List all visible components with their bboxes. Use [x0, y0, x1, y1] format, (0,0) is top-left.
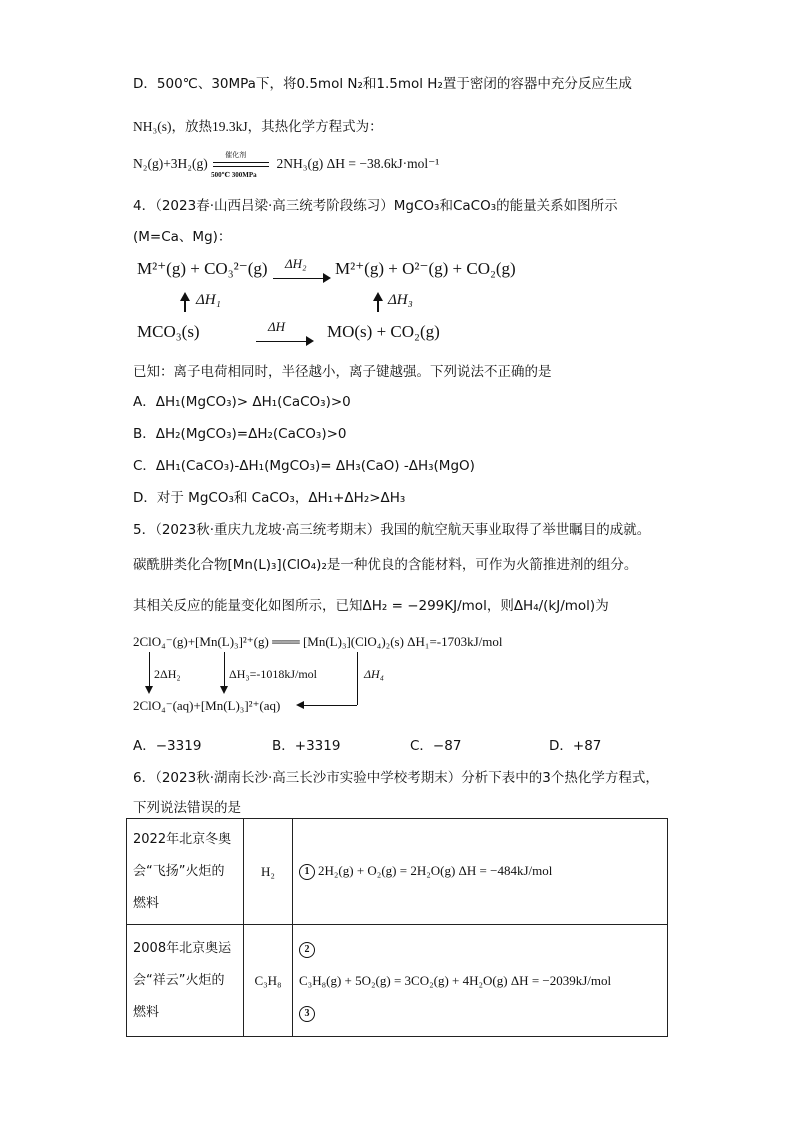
q6-stem1: 6．（2023秋·湖南长沙·高三长沙市实验中学校考期末）分析下表中的3个热化学方程式，: [133, 770, 659, 786]
q4-option-d: D．对于 MgCO₃和 CaCO₃，ΔH₁+ΔH₂>ΔH₃: [133, 490, 406, 506]
q5-left-down-arrow: [149, 652, 150, 688]
q5-option-b: B．+3319: [272, 738, 341, 754]
q4-option-c: C．ΔH₁(CaCO₃)-ΔH₁(MgCO₃)= ΔH₃(CaO) -ΔH₃(MgO): [133, 458, 475, 474]
q5-middle-down-arrow: [224, 652, 225, 688]
q5-right-path-vertical: [357, 652, 358, 705]
q4-left-arrow-label: ΔH₁: [196, 292, 221, 308]
row1-equation: 2H₂(g) + O₂(g) = 2H₂O(g) ΔH = −484kJ/mol: [318, 862, 553, 878]
q5-label-2dh2: 2ΔH₂: [154, 667, 181, 681]
row2-desc: 2008年北京奥运会“祥云”火炬的燃料: [127, 925, 244, 1037]
q4-top-left: M²⁺(g) + CO₃²⁻(g): [137, 259, 268, 278]
circled-number-2: 2: [299, 942, 315, 958]
q4-top-right: M²⁺(g) + O²⁻(g) + CO₂(g): [335, 259, 516, 278]
q4-option-b: B．ΔH₂(MgCO₃)=ΔH₂(CaCO₃)>0: [133, 426, 347, 442]
table-row: [127, 925, 668, 1037]
row2-equation-cell: [293, 925, 668, 1037]
row2-equation: C₃H₈(g) + 5O₂(g) = 3CO₂(g) + 4H₂O(g) ΔH = −2039kJ/mol: [299, 972, 612, 988]
q4-top-arrow: ΔH₂: [273, 266, 331, 285]
q5-stem2: 碳酰肼类化合物[Mn(L)₃](ClO₄)₂是一种优良的含能材料，可作为火箭推进剂的组分。: [133, 557, 638, 573]
q3-option-d-line2: NH₃(s)，放热19.3kJ，其热化学方程式为：: [133, 119, 383, 134]
q4-known: 已知：离子电荷相同时，半径越小，离子键越强。下列说法不正确的是: [133, 364, 552, 380]
eq-left: N₂(g)+3H₂(g): [133, 156, 208, 171]
q5-option-a: A．−3319: [133, 738, 202, 754]
q4-right-arrow-label: ΔH₃: [388, 292, 413, 308]
row1-equation-cell: [293, 819, 668, 925]
q4-bottom-arrow: ΔH: [256, 329, 314, 348]
reversible-arrow: 催化剂 500℃ 300MPa: [211, 158, 273, 172]
q3-option-d-line1: D．500℃、30MPa下，将0.5mol N₂和1.5mol H₂置于密闭的容器中充分反应生成: [133, 76, 632, 92]
q5-stem1: 5．（2023秋·重庆九龙坡·高三统考期末）我国的航空航天事业取得了举世瞩目的成就。: [133, 522, 651, 538]
q5-right-path-horizontal: [304, 705, 357, 706]
q5-stem3: 其相关反应的能量变化如图所示，已知ΔH₂ = −299KJ/mol，则ΔH₄/(kJ/mol)为: [133, 598, 609, 614]
q5-top-equation: 2ClO₄⁻(g)+[Mn(L)₃]²⁺(g) ═══ [Mn(L)₃](ClO₄)₂(s) ΔH₁=-1703kJ/mol: [133, 634, 503, 649]
q5-option-c: C．−87: [410, 738, 462, 754]
q4-option-a: A．ΔH₁(MgCO₃)> ΔH₁(CaCO₃)>0: [133, 394, 351, 410]
q3-equation: [133, 150, 440, 179]
q6-table: [126, 818, 668, 1037]
table-row: [127, 819, 668, 925]
q4-bottom-left: MCO₃(s): [137, 322, 200, 341]
circled-number-3: 3: [299, 1006, 315, 1022]
eq-right: 2NH₃(g) ΔH = −38.6kJ·mol⁻¹: [276, 156, 440, 171]
q4-stem2: (M=Ca、Mg)：: [133, 229, 232, 245]
row2-fuel: C₃H₈: [244, 925, 293, 1037]
q5-label-dh3: ΔH₃=-1018kJ/mol: [229, 667, 318, 681]
row1-desc: 2022年北京冬奥会“飞扬”火炬的燃料: [127, 819, 244, 925]
q6-stem2: 下列说法错误的是: [133, 800, 241, 816]
q5-option-d: D．+87: [549, 738, 602, 754]
q5-bottom-equation: 2ClO₄⁻(aq)+[Mn(L)₃]²⁺(aq): [133, 698, 281, 713]
q4-stem1: 4．（2023春·山西吕梁·高三统考阶段练习）MgCO₃和CaCO₃的能量关系如图所示: [133, 198, 618, 214]
q5-label-dh4: ΔH₄: [364, 667, 384, 681]
q4-bottom-right: MO(s) + CO₂(g): [327, 322, 440, 341]
row1-fuel: H₂: [244, 819, 293, 925]
circled-number-1: 1: [299, 864, 315, 880]
